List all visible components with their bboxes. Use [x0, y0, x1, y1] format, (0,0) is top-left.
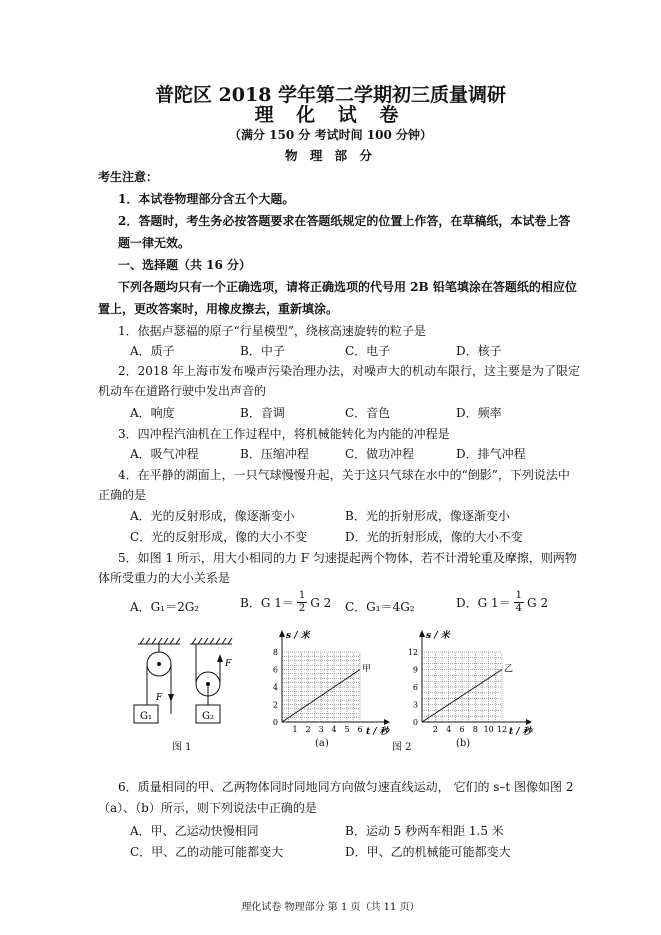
x-tick-label: 5: [344, 725, 350, 734]
x-tick-label: 4: [331, 725, 337, 734]
q2-stem-line1: 2．2018 年上海市发布噪声污染治理办法，对噪声大的机动车限行，这主要是为了限定: [118, 364, 580, 378]
q1-stem: 1．依据卢瑟福的原子“行星模型”，绕核高速旋转的粒子是: [118, 324, 426, 338]
y-axis-arrow: [279, 630, 285, 637]
y-axis-label: s / 米: [286, 631, 310, 641]
figure-2b-caption: (b): [456, 738, 471, 749]
paper-title: 普陀区 2018 学年第二学期初三质量调研: [154, 84, 507, 106]
q6-stem-line2: （a）、（b）所示，则下列说法中正确的是: [98, 801, 317, 815]
q4-stem-line1: 4．在平静的湖面上，一只气球慢慢升起，关于这只气球在水中的“倒影”，下列说法中: [118, 468, 570, 482]
q4-stem-line2: 正确的是: [98, 488, 147, 502]
x-axis-label: t / 秒: [366, 727, 389, 737]
y-tick-label: 0: [272, 718, 278, 727]
label-f-1: F: [156, 693, 163, 703]
fraction-numerator: 1: [515, 590, 523, 601]
q5-stem-line1: 5．如图 1 所示，用大小相同的力 F 匀速提起两个物体，若不计滑轮重及摩擦，则两物: [118, 551, 577, 565]
label-g1: G₁: [140, 711, 152, 722]
x-tick-label: 2: [432, 725, 438, 734]
x-tick-label: 3: [318, 725, 324, 734]
q1-option-a: A．质子: [130, 344, 175, 358]
q1-option-c: C．电子: [345, 344, 391, 358]
q5-option-b: [240, 590, 331, 615]
x-axis-label: t / 秒: [509, 727, 532, 737]
fraction-numerator: 1: [298, 590, 306, 601]
q3-option-a: A．吸气冲程: [130, 447, 199, 461]
figure-2-caption: 图 2: [392, 742, 412, 753]
x-tick-label: 6: [357, 725, 363, 734]
x-axis-arrow: [526, 719, 532, 725]
q6-stem-line1: 6．质量相同的甲、乙两物体同时同地同方向做匀速直线运动， 它们的 s–t 图像如图 2: [118, 780, 574, 794]
label-g2: G₂: [202, 711, 214, 722]
q5-option-d-suffix: G 2: [527, 595, 549, 610]
q6-option-d: D．甲、乙的机械能可能都变大: [345, 845, 511, 859]
q5-option-a: A．G₁＝2G₂: [130, 600, 200, 614]
force-arrow-down: [168, 694, 174, 702]
figure-1-caption: 图 1: [172, 742, 192, 753]
q3-option-d: D．排气冲程: [456, 447, 526, 461]
y-tick-label: 2: [272, 700, 278, 710]
y-axis-label: s / 米: [426, 631, 450, 641]
q2-option-c: C．音色: [345, 406, 391, 420]
q2-stem-line2: 机动车在道路行驶中发出声音的: [98, 384, 267, 398]
y-tick-label: 4: [272, 683, 278, 692]
paper-score-time: （满分 150 分 考试时间 100 分钟）: [229, 128, 432, 142]
y-tick-label: 6: [412, 683, 418, 692]
part1-instruction-line1: 下列各题均只有一个正确选项，请将正确选项的代号用 2B 铅笔填涂在答题纸的相应位: [118, 280, 577, 294]
x-tick-label: 10: [483, 725, 494, 734]
figure-2a-caption: (a): [315, 738, 329, 749]
y-tick-label: 3: [412, 700, 418, 710]
figure-2a-chart: [262, 625, 392, 737]
y-tick-label: 6: [272, 665, 278, 675]
q4-option-b: B．光的折射形成，像逐渐变小: [345, 509, 510, 523]
figure-1-pulleys: [120, 632, 250, 754]
notice-item-2-line1: 2．答题时，考生务必按答题要求在答题纸规定的位置上作答，在草稿纸，本试卷上答: [118, 214, 571, 228]
x-tick-label: 2: [305, 725, 311, 734]
q1-option-d: D．核子: [456, 344, 502, 358]
q2-option-b: B．音调: [240, 406, 285, 420]
notice-item-1: 1．本试卷物理部分含五个大题。: [118, 192, 295, 206]
q2-option-a: A．响度: [130, 406, 175, 420]
x-tick-label: 1: [292, 725, 298, 734]
q3-option-c: C．做功冲程: [345, 447, 415, 461]
x-tick-label: 4: [446, 725, 452, 734]
fraction-denominator: 4: [515, 603, 523, 614]
q5-option-d-fraction: [514, 590, 524, 615]
force-arrow-up: [217, 654, 223, 662]
notice-heading: 考生注意：: [98, 170, 159, 184]
figure-2b-chart: [398, 625, 538, 737]
notice-item-2-line2: 题一律无效。: [118, 236, 191, 250]
y-tick-label: 8: [272, 648, 278, 657]
ceiling-right: [190, 638, 232, 644]
q1-option-b: B．中子: [240, 344, 285, 358]
section-title: 物 理 部 分: [284, 148, 377, 163]
q6-option-a: A．甲、乙运动快慢相同: [130, 824, 259, 838]
y-tick-label: 9: [412, 665, 418, 675]
q2-option-d: D．频率: [456, 406, 502, 420]
q5-option-c: C．G₁＝4G₂: [345, 600, 415, 614]
q4-option-c: C．光的反射形成，像的大小不变: [130, 530, 308, 544]
series-label-jia: 甲: [362, 664, 372, 675]
ceiling-left: [138, 638, 180, 644]
label-f-2: F: [225, 659, 232, 669]
x-tick-label: 8: [472, 725, 478, 734]
q5-option-d: [456, 590, 548, 615]
page-footer: 理化试卷 物理部分 第 1 页（共 11 页）: [241, 902, 420, 913]
q5-option-d-prefix: D．G 1＝: [456, 596, 511, 610]
q6-option-c: C．甲、乙的动能可能都变大: [130, 845, 284, 859]
q3-option-b: B．压缩冲程: [240, 447, 309, 461]
series-label-yi: 乙: [504, 664, 514, 675]
q4-option-a: A．光的反射形成，像逐渐变小: [130, 509, 295, 523]
x-tick-label: 12: [496, 725, 508, 734]
chart-grid: [422, 652, 502, 722]
part1-instruction-line2: 置上，更改答案时，用橡皮擦去，重新填涂。: [98, 302, 339, 316]
fraction-denominator: 2: [298, 603, 306, 614]
y-tick-label: 0: [412, 718, 418, 727]
q5-option-b-suffix: G 2: [310, 595, 332, 610]
q6-option-b: B．运动 5 秒两车相距 1.5 米: [345, 824, 504, 838]
y-tick-label: 12: [407, 648, 418, 657]
paper-subject: 理 化 试 卷: [254, 104, 407, 126]
x-tick-label: 6: [459, 725, 465, 734]
q5-option-b-prefix: B．G 1＝: [240, 596, 294, 610]
q3-stem: 3．四冲程汽油机在工作过程中，将机械能转化为内能的冲程是: [118, 427, 450, 441]
part1-heading: 一、选择题（共 16 分）: [118, 258, 252, 272]
q5-stem-line2: 体所受重力的大小关系是: [98, 571, 231, 585]
y-axis-arrow: [419, 630, 425, 637]
x-axis-arrow: [384, 719, 390, 725]
q4-option-d: D．光的折射形成，像的大小不变: [345, 530, 523, 544]
q5-option-b-fraction: [297, 590, 307, 615]
chart-grid: [282, 652, 360, 722]
